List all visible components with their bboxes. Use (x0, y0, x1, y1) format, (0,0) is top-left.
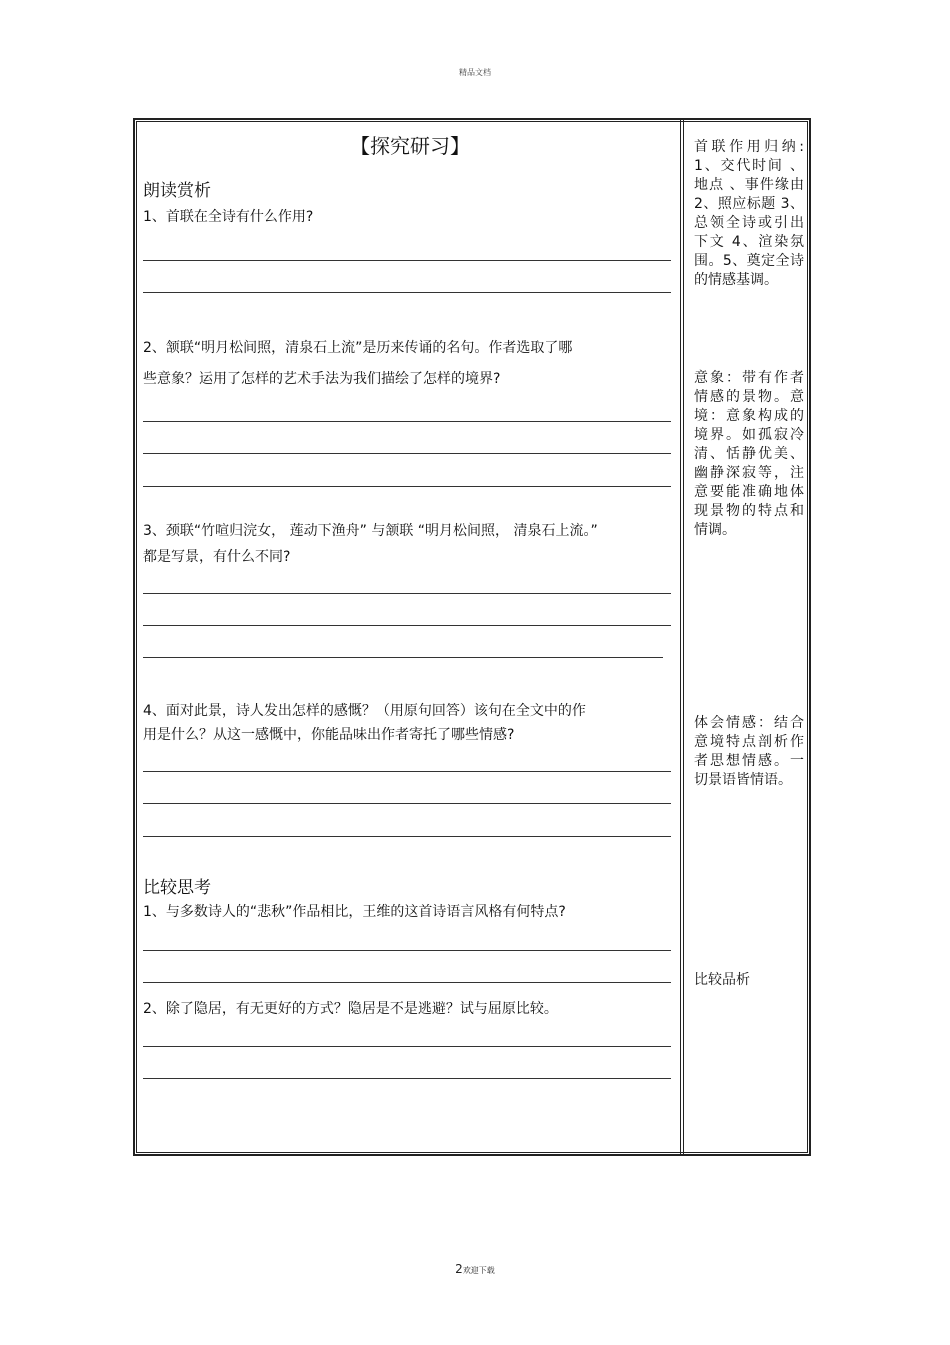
answer-line[interactable] (143, 625, 671, 626)
side-note-emotion: 体会情感：结合意境特点剖析作者思想情感。一切景语皆情语。 (694, 715, 804, 788)
question-4-line-1: 4、面对此景，诗人发出怎样的感慨？（用原句回答）该句在全文中的作 (143, 703, 586, 719)
answer-line[interactable] (143, 593, 671, 594)
page-number: 2 (455, 1262, 463, 1276)
question-4-line-2: 用是什么？从这一感慨中，你能品味出作者寄托了哪些情感? (143, 727, 515, 743)
footer-text: 欢迎下载 (462, 1266, 495, 1275)
side-note-imagery: 意象：带有作者情感的景物。意境：意象构成的境界。如孤寂冷清、恬静优美、幽静深寂等，注意要能准确地体现景物的特点和情调。 (694, 370, 804, 538)
answer-line[interactable] (143, 771, 671, 772)
side-note-opening-couplet: 首联作用归纳:1、交代时间 、地点 、事件缘由 2、照应标题 3、总领全诗或引出下文 4、渲染氛围。5、奠定全诗的情感基调。 (694, 139, 804, 288)
answer-line[interactable] (143, 836, 671, 837)
section-reading-appreciation: 朗读赏析 (143, 181, 211, 201)
answer-line[interactable] (143, 421, 671, 422)
question-3-line-1: 3、颈联“竹喧归浣女， 莲动下渔舟” 与颔联 “明月松间照， 清泉石上流。” (143, 523, 598, 539)
answer-line[interactable] (143, 486, 671, 487)
question-1: 1、首联在全诗有什么作用? (143, 209, 314, 225)
comparison-question-2: 2、除了隐居，有无更好的方式？隐居是不是逃避？试与屈原比较。 (143, 1001, 558, 1017)
answer-line[interactable] (143, 260, 671, 261)
answer-line[interactable] (143, 950, 671, 951)
answer-line[interactable] (143, 982, 671, 983)
worksheet-title: 【探究研习】 (350, 134, 470, 158)
answer-line[interactable] (143, 292, 671, 293)
header-note: 精品文档 (459, 68, 491, 77)
answer-line[interactable] (143, 1046, 671, 1047)
answer-line[interactable] (143, 803, 671, 804)
question-2-line-2: 些意象？运用了怎样的艺术手法为我们描绘了怎样的境界? (143, 371, 501, 387)
question-2-line-1: 2、颔联“明月松间照，清泉石上流”是历来传诵的名句。作者选取了哪 (143, 340, 573, 356)
answer-line[interactable] (143, 453, 671, 454)
page-footer (0, 1262, 950, 1276)
question-3-line-2: 都是写景，有什么不同? (143, 549, 291, 565)
section-comparison: 比较思考 (143, 878, 211, 898)
comparison-question-1: 1、与多数诗人的“悲秋”作品相比，王维的这首诗语言风格有何特点? (143, 904, 566, 920)
side-note-comparison: 比较品析 (694, 972, 750, 988)
column-divider (680, 120, 684, 1154)
answer-line[interactable] (143, 657, 663, 658)
answer-line[interactable] (143, 1078, 671, 1079)
